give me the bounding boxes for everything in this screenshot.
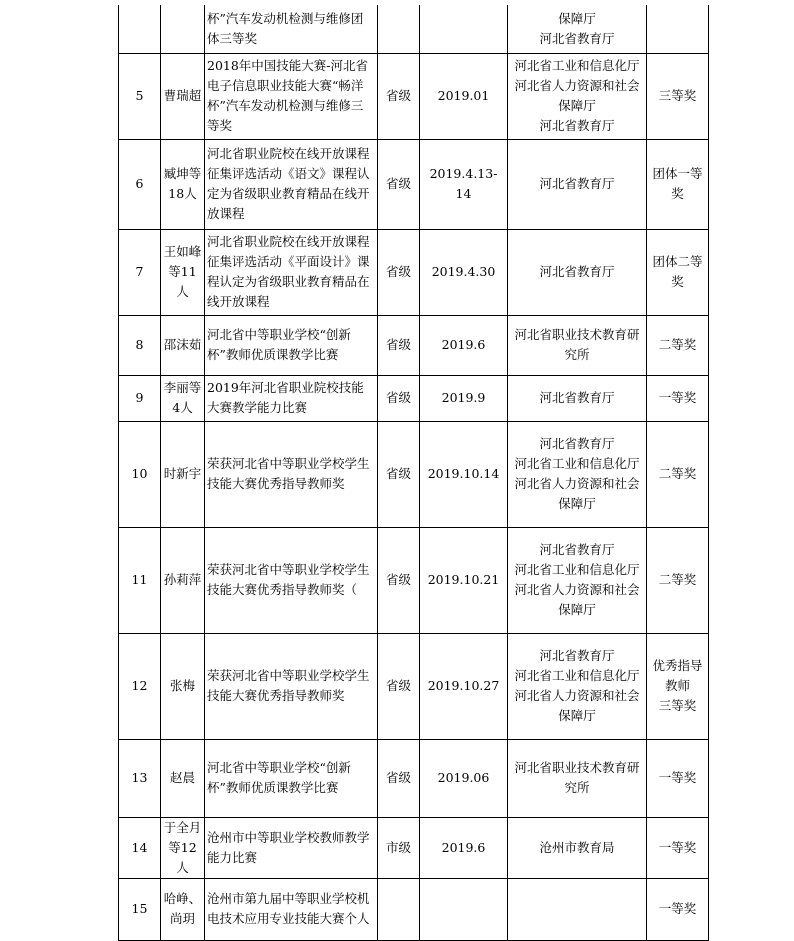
row-index-cell (119, 5, 161, 53)
award-title-cell: 荣获河北省中等职业学校学生技能大赛优秀指导教师奖 (205, 421, 378, 527)
award-title-cell: 沧州市第九届中等职业学校机电技术应用专业技能大赛个人 (205, 878, 378, 940)
row-index-cell: 13 (119, 739, 161, 817)
recipient-name-cell: 于全月等12人 (161, 817, 205, 878)
table-row (119, 633, 709, 739)
award-rank-cell: 一等奖 (647, 375, 709, 421)
row-index-cell: 15 (119, 878, 161, 940)
award-date-cell: 2019.6 (420, 315, 508, 375)
issuing-org-cell: 河北省教育厅 (508, 139, 647, 229)
award-level-cell: 省级 (378, 421, 420, 527)
award-level-cell: 省级 (378, 229, 420, 315)
award-rank-cell: 三等奖 (647, 53, 709, 139)
recipient-name-cell: 曹瑞超 (161, 53, 205, 139)
issuing-org-cell: 河北省工业和信息化厅 河北省人力资源和社会保障厅 河北省教育厅 (508, 53, 647, 139)
issuing-org-cell: 河北省职业技术教育研究所 (508, 739, 647, 817)
award-title-cell: 荣获河北省中等职业学校学生技能大赛优秀指导教师奖（ (205, 527, 378, 633)
table-row (119, 817, 709, 878)
award-title-cell: 荣获河北省中等职业学校学生技能大赛优秀指导教师奖 (205, 633, 378, 739)
recipient-name-cell: 张梅 (161, 633, 205, 739)
row-index-cell: 10 (119, 421, 161, 527)
award-rank-cell: 二等奖 (647, 421, 709, 527)
award-title-cell: 2019年河北省职业院校技能大赛教学能力比赛 (205, 375, 378, 421)
award-title-cell: 河北省中等职业学校“创新杯”教师优质课教学比赛 (205, 315, 378, 375)
table-row (119, 421, 709, 527)
recipient-name-cell: 赵晨 (161, 739, 205, 817)
recipient-name-cell: 臧坤等18人 (161, 139, 205, 229)
award-date-cell: 2019.4.13-14 (420, 139, 508, 229)
issuing-org-cell: 河北省职业技术教育研究所 (508, 315, 647, 375)
award-title-cell: 2018年中国技能大赛-河北省电子信息职业技能大赛“畅洋杯”汽车发动机检测与维修三等奖 (205, 53, 378, 139)
award-rank-cell: 团体一等奖 (647, 139, 709, 229)
awards-table (118, 5, 709, 941)
table-row (119, 527, 709, 633)
award-level-cell: 省级 (378, 53, 420, 139)
table-row (119, 139, 709, 229)
row-index-cell: 8 (119, 315, 161, 375)
award-rank-cell: 团体二等奖 (647, 229, 709, 315)
award-date-cell: 2019.01 (420, 53, 508, 139)
recipient-name-cell: 孙莉萍 (161, 527, 205, 633)
issuing-org-cell (508, 878, 647, 940)
recipient-name-cell: 时新宇 (161, 421, 205, 527)
row-index-cell: 5 (119, 53, 161, 139)
row-index-cell: 11 (119, 527, 161, 633)
award-title-cell: 杯”汽车发动机检测与维修团体三等奖 (205, 5, 378, 53)
award-level-cell: 省级 (378, 739, 420, 817)
table-row (119, 5, 709, 53)
award-date-cell: 2019.4.30 (420, 229, 508, 315)
row-index-cell: 7 (119, 229, 161, 315)
award-title-cell: 河北省职业院校在线开放课程征集评选活动《平面设计》课程认定为省级职业教育精品在线开放课程 (205, 229, 378, 315)
award-date-cell: 2019.10.21 (420, 527, 508, 633)
table-row (119, 878, 709, 940)
row-index-cell: 6 (119, 139, 161, 229)
recipient-name-cell: 王如峰等11人 (161, 229, 205, 315)
award-level-cell: 省级 (378, 139, 420, 229)
award-rank-cell: 二等奖 (647, 315, 709, 375)
award-rank-cell: 二等奖 (647, 527, 709, 633)
award-level-cell (378, 878, 420, 940)
award-title-cell: 沧州市中等职业学校教师教学能力比赛 (205, 817, 378, 878)
table-row (119, 229, 709, 315)
award-date-cell (420, 878, 508, 940)
table-row (119, 375, 709, 421)
award-date-cell: 2019.9 (420, 375, 508, 421)
table-row (119, 315, 709, 375)
recipient-name-cell: 邵沫茹 (161, 315, 205, 375)
table-row (119, 739, 709, 817)
award-date-cell (420, 5, 508, 53)
award-title-cell: 河北省中等职业学校“创新杯”教师优质课教学比赛 (205, 739, 378, 817)
award-level-cell: 市级 (378, 817, 420, 878)
issuing-org-cell: 保障厅 河北省教育厅 (508, 5, 647, 53)
row-index-cell: 12 (119, 633, 161, 739)
recipient-name-cell (161, 5, 205, 53)
award-date-cell: 2019.10.27 (420, 633, 508, 739)
issuing-org-cell: 河北省教育厅 (508, 229, 647, 315)
issuing-org-cell: 河北省教育厅 河北省工业和信息化厅 河北省人力资源和社会保障厅 (508, 527, 647, 633)
award-level-cell: 省级 (378, 375, 420, 421)
issuing-org-cell: 河北省教育厅 河北省工业和信息化厅 河北省人力资源和社会保障厅 (508, 633, 647, 739)
award-level-cell: 省级 (378, 315, 420, 375)
award-rank-cell: 优秀指导教师 三等奖 (647, 633, 709, 739)
award-level-cell (378, 5, 420, 53)
table-row (119, 53, 709, 139)
award-rank-cell (647, 5, 709, 53)
award-rank-cell: 一等奖 (647, 878, 709, 940)
award-date-cell: 2019.6 (420, 817, 508, 878)
award-level-cell: 省级 (378, 633, 420, 739)
award-level-cell: 省级 (378, 527, 420, 633)
row-index-cell: 9 (119, 375, 161, 421)
issuing-org-cell: 河北省教育厅 河北省工业和信息化厅 河北省人力资源和社会保障厅 (508, 421, 647, 527)
award-title-cell: 河北省职业院校在线开放课程征集评选活动《语文》课程认定为省级职业教育精品在线开放课程 (205, 139, 378, 229)
recipient-name-cell: 李丽等4人 (161, 375, 205, 421)
row-index-cell: 14 (119, 817, 161, 878)
award-rank-cell: 一等奖 (647, 817, 709, 878)
issuing-org-cell: 河北省教育厅 (508, 375, 647, 421)
issuing-org-cell: 沧州市教育局 (508, 817, 647, 878)
award-date-cell: 2019.06 (420, 739, 508, 817)
recipient-name-cell: 哈峥、尚玥 (161, 878, 205, 940)
awards-table-body (119, 5, 709, 940)
award-rank-cell: 一等奖 (647, 739, 709, 817)
award-date-cell: 2019.10.14 (420, 421, 508, 527)
